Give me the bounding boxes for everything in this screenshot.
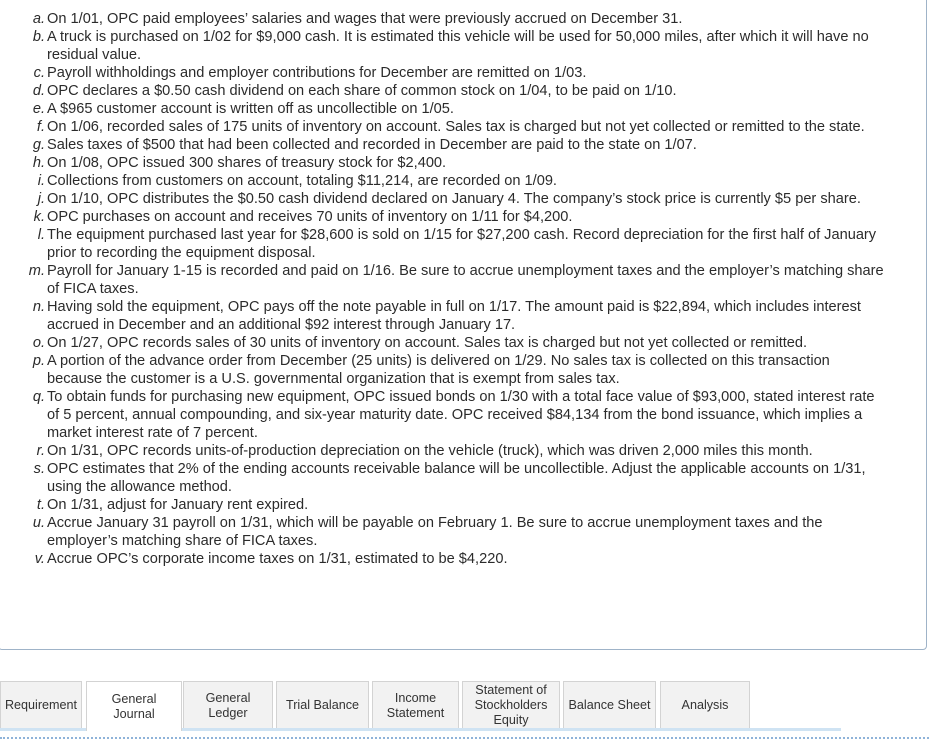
- tab-label-line: General: [111, 691, 157, 706]
- tab-label-line: Equity: [493, 713, 529, 727]
- requirement-text: Collections from customers on account, totaling $11,214, are recorded on 1/09.: [47, 173, 557, 189]
- requirement-text: Sales taxes of $500 that had been collected and recorded in December are paid to the state on 1/07.: [47, 137, 697, 153]
- requirement-letter: s.: [33, 461, 45, 477]
- requirement-text: Payroll withholdings and employer contributions for December are remitted on 1/03.: [47, 65, 587, 81]
- tab-label-line: Balance Sheet: [568, 698, 651, 712]
- requirement-letter: k.: [33, 209, 45, 225]
- requirement-item: [0, 550, 928, 568]
- tab-label-line: Stockholders: [474, 698, 548, 712]
- requirement-text: OPC purchases on account and receives 70 units of inventory on 1/11 for $4,200.: [47, 209, 573, 225]
- tab-trial-balance[interactable]: [276, 681, 369, 730]
- requirement-letter: t.: [36, 497, 45, 513]
- tab-bar: [0, 681, 760, 731]
- requirement-item: [0, 226, 928, 262]
- requirement-item: [0, 154, 928, 172]
- tab-statement-of-stockholders-equity[interactable]: [462, 681, 560, 730]
- requirement-item: [0, 82, 928, 100]
- requirement-item: [0, 460, 928, 496]
- requirement-text: A truck is purchased on 1/02 for $9,000 cash. It is estimated this vehicle will be used for 50,000 miles, after which it will have no residual value.: [47, 29, 869, 63]
- requirement-text: OPC declares a $0.50 cash dividend on each share of common stock on 1/04, to be paid on 1/10.: [47, 83, 677, 99]
- requirement-item: [0, 28, 928, 64]
- requirement-item: [0, 352, 928, 388]
- requirement-letter: i.: [37, 173, 45, 189]
- requirement-item: [0, 496, 928, 514]
- tab-balance-sheet[interactable]: [563, 681, 656, 730]
- tab-income-statement[interactable]: [372, 681, 459, 730]
- tab-label-line: Journal: [113, 706, 155, 721]
- tab-label: [682, 698, 729, 713]
- requirement-item: [0, 10, 928, 28]
- requirement-text: A portion of the advance order from December (25 units) is delivered on 1/29. No sales tax is collected on this transaction because the customer is a U.S. governmental organization that is exempt from sales tax.: [47, 353, 830, 387]
- dotted-divider: [0, 737, 929, 739]
- tab-label-line: Trial Balance: [285, 698, 360, 712]
- tab-label-line: Statement of: [475, 683, 547, 697]
- requirement-item: [0, 208, 928, 226]
- tab-label-line: Analysis: [681, 698, 729, 712]
- requirement-item: [0, 262, 928, 298]
- requirement-text: Accrue OPC’s corporate income taxes on 1/31, estimated to be $4,220.: [47, 551, 508, 567]
- tab-label: [112, 692, 157, 722]
- requirement-letter: u.: [32, 515, 45, 531]
- requirement-letter: j.: [37, 191, 45, 207]
- requirement-item: [0, 388, 928, 442]
- requirement-letter: a.: [32, 11, 45, 27]
- requirement-letter: d.: [32, 83, 45, 99]
- requirement-letter: v.: [34, 551, 45, 567]
- requirement-text: Payroll for January 1-15 is recorded and paid on 1/16. Be sure to accrue unemployment taxes and the employer’s matching share of FICA taxes.: [47, 263, 884, 297]
- requirement-text: On 1/01, OPC paid employees’ salaries and wages that were previously accrued on December 31.: [47, 11, 683, 27]
- requirement-letter: q.: [32, 389, 45, 405]
- requirement-text: On 1/06, recorded sales of 175 units of inventory on account. Sales tax is charged but not yet collected or remitted to the state.: [47, 119, 865, 135]
- requirement-item: [0, 64, 928, 82]
- requirement-letter: o.: [32, 335, 45, 351]
- tab-general-ledger[interactable]: [183, 681, 273, 730]
- tab-label-line: General: [205, 690, 251, 705]
- requirement-item: [0, 190, 928, 208]
- requirement-text: A $965 customer account is written off as uncollectible on 1/05.: [47, 101, 454, 117]
- requirement-item: [0, 442, 928, 460]
- requirement-text: To obtain funds for purchasing new equipment, OPC issued bonds on 1/30 with a total face value of $93,000, stated interest rate of 5 percent, annual compounding, and six-year maturity date. OPC received $84,134 from the bond issuance, which implies a market interest rate of 7 percent.: [47, 389, 875, 441]
- requirement-item: [0, 334, 928, 352]
- tab-label: [475, 683, 548, 728]
- tab-label: [206, 691, 251, 721]
- requirement-letter: n.: [32, 299, 45, 315]
- requirement-text: Accrue January 31 payroll on 1/31, which will be payable on February 1. Be sure to accrue unemployment taxes and the employer’s matching share of FICA taxes.: [47, 515, 823, 549]
- tab-label-line: Income: [394, 690, 437, 705]
- requirement-letter: l.: [37, 227, 45, 243]
- tab-label-line: Statement: [386, 705, 445, 720]
- requirement-item: [0, 136, 928, 154]
- tab-label-line: Requirement: [4, 698, 78, 712]
- tab-requirement[interactable]: [0, 681, 82, 730]
- requirement-text: OPC estimates that 2% of the ending accounts receivable balance will be uncollectible. Adjust the applicable accounts on 1/31, using the allowance method.: [47, 461, 866, 495]
- requirement-item: [0, 514, 928, 550]
- requirement-text: On 1/27, OPC records sales of 30 units of inventory on account. Sales tax is charged but not yet collected or remitted.: [47, 335, 808, 351]
- requirement-text: On 1/10, OPC distributes the $0.50 cash dividend declared on January 4. The company’s stock price is currently $5 per share.: [47, 191, 861, 207]
- requirements-list: [0, 10, 928, 568]
- requirement-item: [0, 118, 928, 136]
- tab-label: [286, 698, 359, 713]
- tab-label: [569, 698, 651, 713]
- requirement-letter: r.: [36, 443, 45, 459]
- tab-label: [5, 698, 77, 713]
- tab-analysis[interactable]: [660, 681, 750, 730]
- requirement-letter: p.: [32, 353, 45, 369]
- tab-label-line: Ledger: [208, 705, 248, 720]
- requirement-letter: c.: [33, 65, 45, 81]
- requirement-letter: e.: [32, 101, 45, 117]
- requirement-text: On 1/08, OPC issued 300 shares of treasury stock for $2,400.: [47, 155, 447, 171]
- requirement-item: [0, 100, 928, 118]
- requirement-text: On 1/31, OPC records units-of-production depreciation on the vehicle (truck), which was driven 2,000 miles this month.: [47, 443, 813, 459]
- requirement-letter: f.: [36, 119, 45, 135]
- requirement-letter: m.: [28, 263, 45, 279]
- requirement-text: On 1/31, adjust for January rent expired.: [47, 497, 309, 513]
- requirement-text: The equipment purchased last year for $28,600 is sold on 1/15 for $27,200 cash. Record depreciation for the first half of January prior to recording the equipment disposal.: [47, 227, 877, 261]
- requirement-letter: g.: [32, 137, 45, 153]
- requirement-item: [0, 298, 928, 334]
- requirement-letter: h.: [32, 155, 45, 171]
- tab-general-journal[interactable]: [86, 681, 182, 731]
- requirement-letter: b.: [32, 29, 45, 45]
- requirement-text: Having sold the equipment, OPC pays off the note payable in full on 1/17. The amount paid is $22,894, which includes interest accrued in December and an additional $92 interest through January 17.: [47, 299, 861, 333]
- requirement-item: [0, 172, 928, 190]
- tab-label: [387, 691, 444, 721]
